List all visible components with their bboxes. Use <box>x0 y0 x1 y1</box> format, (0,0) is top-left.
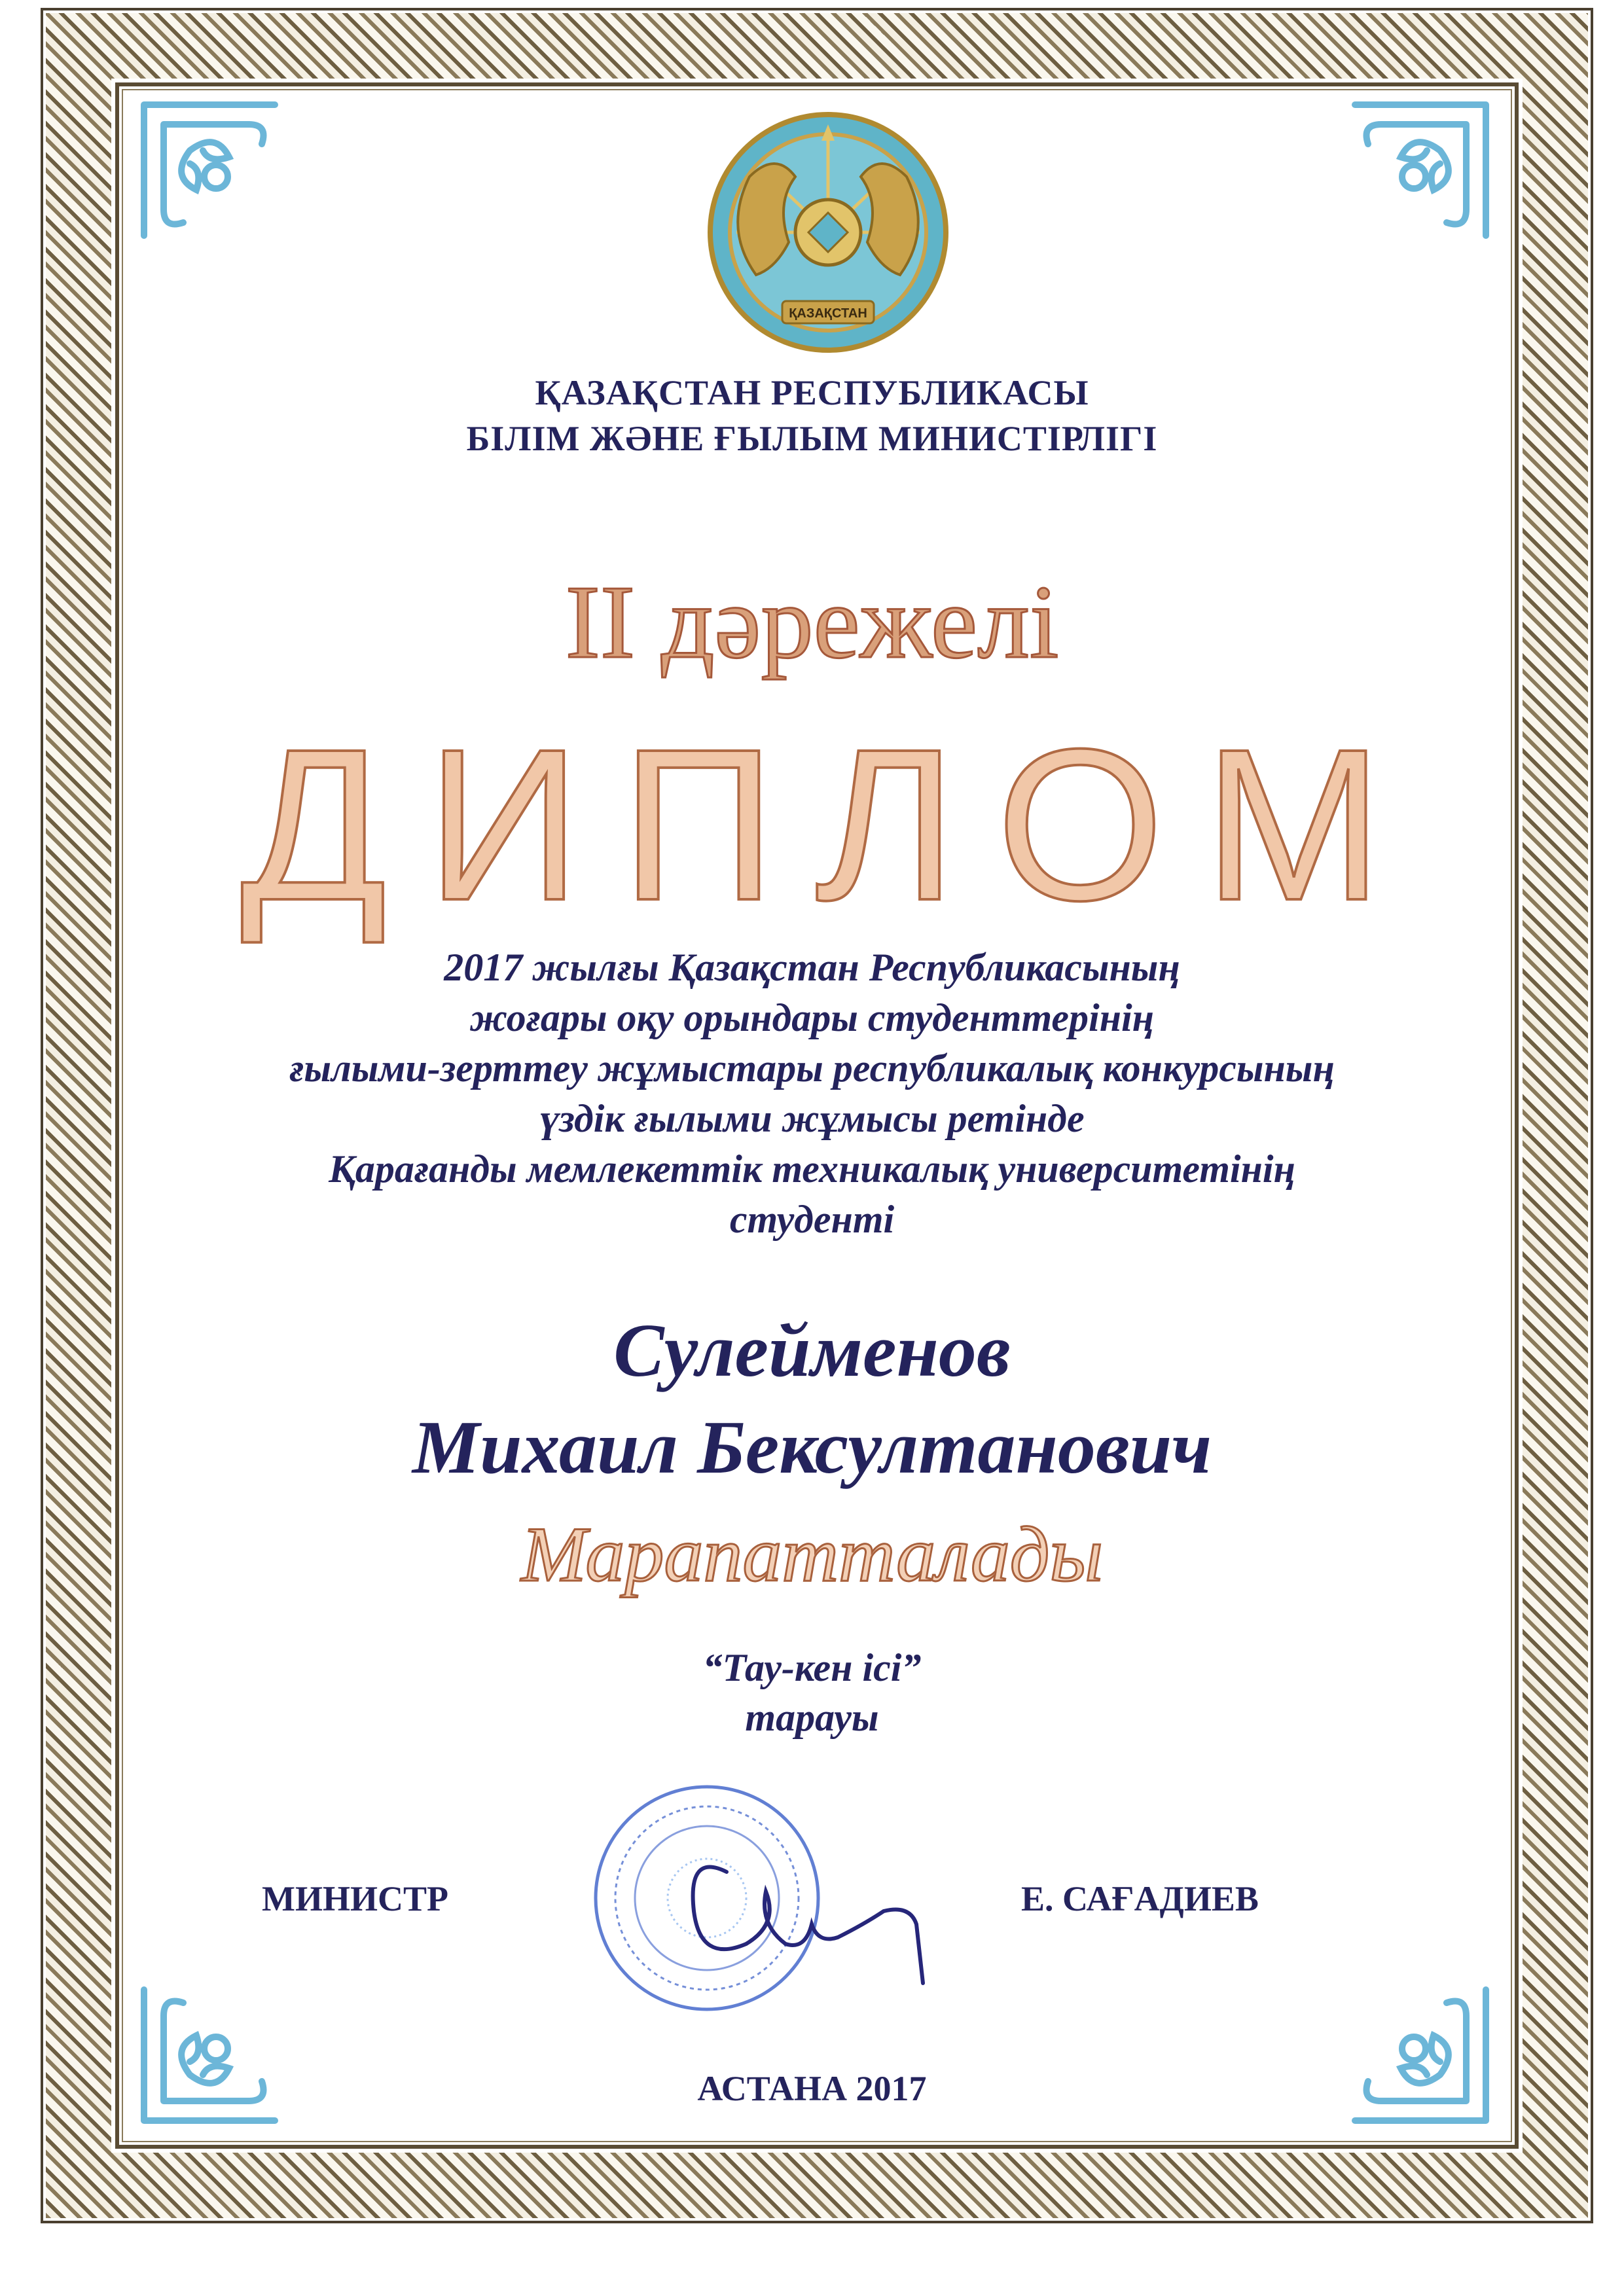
corner-ornament-icon <box>1348 98 1492 242</box>
corner-ornament-icon <box>137 98 281 242</box>
signatory-name: Е. САҒАДИЕВ <box>1021 1879 1259 1918</box>
description-line: жоғары оқу орындары студенттерінің <box>470 996 1154 1039</box>
section-label: тарауы <box>745 1696 879 1739</box>
emblem-banner-text: ҚАЗАҚСТАН <box>789 306 867 321</box>
section-name: “Тау-кен ісі” <box>702 1646 922 1689</box>
recipient-name <box>0 1302 1624 1496</box>
awarded-text: Марапатталады <box>521 1511 1103 1598</box>
place-year: АСТАНА 2017 <box>697 2069 927 2108</box>
description-line: үздік ғылыми жұмысы ретінде <box>539 1097 1085 1140</box>
recipient-given-names: Михаил Бексултанович <box>412 1406 1212 1490</box>
signatory-title: МИНИСТР <box>262 1879 448 1918</box>
state-emblem-icon <box>697 111 959 360</box>
description-line: 2017 жылғы Қазақстан Республикасының <box>444 946 1180 989</box>
recipient-surname: Сулейменов <box>613 1309 1011 1393</box>
ministry-line-1: ҚАЗАҚСТАН РЕСПУБЛИКАСЫ <box>535 373 1089 412</box>
award-description <box>0 942 1624 1245</box>
description-line: ғылыми-зерттеу жұмыстары республикалық конкурсының <box>289 1047 1335 1090</box>
ministry-line-2: БІЛІМ ЖӘНЕ ҒЫЛЫМ МИНИСТІРЛІГІ <box>466 419 1158 458</box>
ministry-heading <box>0 370 1624 461</box>
description-line: Қарағанды мемлекеттік техникалық университетінің <box>329 1147 1295 1191</box>
degree-title: ІІ дәрежелі <box>565 564 1059 680</box>
description-line: студенті <box>729 1198 895 1241</box>
signature-icon <box>648 1813 943 2009</box>
diploma-title: ДИПЛОМ <box>240 704 1423 945</box>
section-info <box>0 1643 1624 1742</box>
